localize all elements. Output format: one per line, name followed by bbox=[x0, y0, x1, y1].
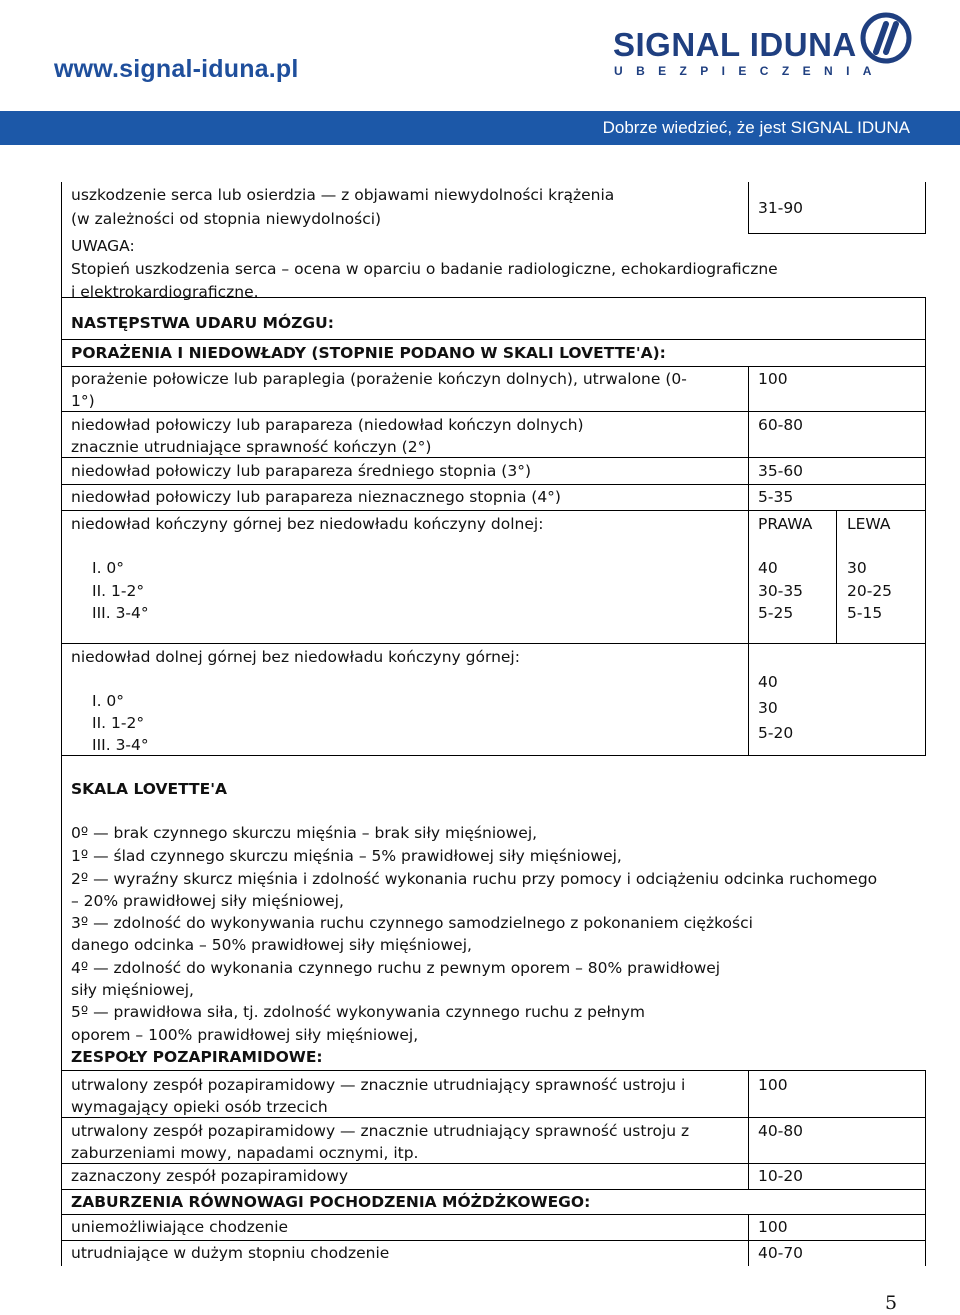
value-left: 30 bbox=[847, 559, 867, 577]
row-value: 40-80 bbox=[758, 1122, 804, 1140]
table-row: utrudniające w dużym stopniu chodzenie bbox=[71, 1244, 390, 1262]
lovette-line: danego odcinka – 50% prawidłowej siły mięśniowej, bbox=[71, 936, 472, 954]
lovette-line: 5º — prawidłowa siła, tj. zdolność wykonywania czynnego ruchu z pełnym bbox=[71, 1003, 645, 1021]
divider bbox=[61, 1240, 926, 1241]
divider bbox=[748, 366, 749, 755]
divider bbox=[748, 182, 749, 234]
page-number: 5 bbox=[885, 1292, 898, 1314]
lovette-line: 4º — zdolność do wykonania czynnego ruchu z pewnym oporem – 80% prawidłowej bbox=[71, 959, 721, 977]
heart-line-2: (w zależności od stopnia niewydolności) bbox=[71, 210, 382, 228]
heart-value: 31-90 bbox=[758, 199, 804, 217]
divider bbox=[61, 510, 926, 511]
divider bbox=[61, 1214, 926, 1215]
value-left: 5-15 bbox=[847, 604, 883, 622]
lovette-title: SKALA LOVETTE'A bbox=[71, 780, 227, 798]
pyramidal-title: ZESPOŁY POZAPIRAMIDOWE: bbox=[71, 1048, 323, 1066]
table-row: wymagający opieki osób trzecich bbox=[71, 1098, 328, 1116]
table-row: niedowład połowiczy lub parapareza (niedowład kończyn dolnych) bbox=[71, 416, 584, 434]
stroke-title: NASTĘPSTWA UDARU MÓZGU: bbox=[71, 314, 334, 332]
table-row: utrwalony zespół pozapiramidowy — znacznie utrudniający sprawność ustroju i bbox=[71, 1076, 686, 1094]
row-value: 100 bbox=[758, 1076, 788, 1094]
grade-item: II. 1-2° bbox=[92, 714, 145, 732]
lovette-line: siły mięśniowej, bbox=[71, 981, 194, 999]
table-border-left bbox=[61, 182, 62, 1266]
divider bbox=[61, 1070, 926, 1071]
grade-item: I. 0° bbox=[92, 559, 125, 577]
row-value: 40-70 bbox=[758, 1244, 804, 1262]
grade-item: III. 3-4° bbox=[92, 604, 149, 622]
slogan-band bbox=[0, 111, 960, 145]
row-value: 35-60 bbox=[758, 462, 804, 480]
upper-limb-label: niedowład kończyny górnej bez niedowładu kończyny dolnej: bbox=[71, 515, 544, 533]
page-header bbox=[0, 0, 960, 147]
divider bbox=[61, 643, 926, 644]
table-row: niedowład połowiczy lub parapareza średniego stopnia (3°) bbox=[71, 462, 531, 480]
row-value: 10-20 bbox=[758, 1167, 804, 1185]
row-value: 60-80 bbox=[758, 416, 804, 434]
row-value: 5-35 bbox=[758, 488, 794, 506]
lovette-line: oporem – 100% prawidłowej siły mięśniowej, bbox=[71, 1026, 419, 1044]
lower-value: 30 bbox=[758, 699, 778, 717]
grade-item: III. 3-4° bbox=[92, 736, 149, 754]
divider bbox=[61, 1189, 926, 1190]
table-row: porażenie połowicze lub paraplegia (porażenie kończyn dolnych), utrwalone (0- bbox=[71, 370, 687, 388]
table-row: utrwalony zespół pozapiramidowy — znacznie utrudniający sprawność ustroju z bbox=[71, 1122, 690, 1140]
lower-value: 40 bbox=[758, 673, 778, 691]
value-right: 5-25 bbox=[758, 604, 794, 622]
divider bbox=[836, 510, 837, 643]
slogan: Dobrze wiedzieć, że jest SIGNAL IDUNA bbox=[602, 118, 910, 137]
table-row: niedowład połowiczy lub parapareza nieznacznego stopnia (4°) bbox=[71, 488, 561, 506]
lovette-line: 1º — ślad czynnego skurczu mięśnia – 5% prawidłowej siły mięśniowej, bbox=[71, 847, 622, 865]
balance-title: ZABURZENIA RÓWNOWAGI POCHODZENIA MÓŻDŻKOWEGO: bbox=[71, 1193, 591, 1211]
value-right: 40 bbox=[758, 559, 778, 577]
stroke-subtitle: PORAŻENIA I NIEDOWŁADY (STOPNIE PODANO W SKALI LOVETTE'A): bbox=[71, 344, 666, 362]
note-line-2: i elektrokardiograficzne. bbox=[71, 283, 259, 301]
col-header-left: LEWA bbox=[847, 515, 891, 533]
table-row: zaburzeniami mowy, napadami ocznymi, itp. bbox=[71, 1144, 419, 1162]
lovette-line: – 20% prawidłowej siły mięśniowej, bbox=[71, 892, 344, 910]
grade-item: I. 0° bbox=[92, 692, 125, 710]
lower-value: 5-20 bbox=[758, 724, 794, 742]
note-line-1: Stopień uszkodzenia serca – ocena w oparciu o badanie radiologiczne, echokardiograficzne bbox=[71, 260, 778, 278]
divider bbox=[61, 484, 926, 485]
divider bbox=[61, 339, 926, 340]
site-url[interactable]: www.signal-iduna.pl bbox=[54, 55, 299, 83]
row-value: 100 bbox=[758, 1218, 788, 1236]
grade-item: II. 1-2° bbox=[92, 582, 145, 600]
brand-subtitle: UBEZPIECZENIA bbox=[614, 64, 885, 78]
value-left: 20-25 bbox=[847, 582, 893, 600]
lovette-line: 3º — zdolność do wykonywania ruchu czynnego samodzielnego z pokonaniem ciężkości bbox=[71, 914, 753, 932]
heart-line-1: uszkodzenie serca lub osierdzia — z objawami niewydolności krążenia bbox=[71, 186, 615, 204]
table-row: zaznaczony zespół pozapiramidowy bbox=[71, 1167, 349, 1185]
divider bbox=[61, 755, 926, 756]
table-row: znacznie utrudniające sprawność kończyn (2°) bbox=[71, 438, 432, 456]
divider bbox=[925, 182, 926, 234]
value-right: 30-35 bbox=[758, 582, 804, 600]
table-row: 1°) bbox=[71, 392, 95, 410]
lower-limb-label: niedowład dolnej górnej bez niedowładu kończyny górnej: bbox=[71, 648, 520, 666]
col-header-right: PRAWA bbox=[758, 515, 813, 533]
divider bbox=[61, 366, 926, 367]
divider bbox=[748, 1070, 749, 1190]
lovette-line: 2º — wyraźny skurcz mięśnia i zdolność wykonania ruchu przy pomocy i odciążeniu odcinka ruchomego bbox=[71, 870, 878, 888]
note-title: UWAGA: bbox=[71, 237, 135, 255]
lovette-line: 0º — brak czynnego skurczu mięśnia – brak siły mięśniowej, bbox=[71, 824, 538, 842]
table-row: uniemożliwiające chodzenie bbox=[71, 1218, 289, 1236]
table-border-right bbox=[925, 1070, 926, 1266]
divider bbox=[748, 233, 926, 234]
brand-name: SIGNAL IDUNA bbox=[613, 26, 857, 63]
row-value: 100 bbox=[758, 370, 788, 388]
signal-iduna-logo-icon bbox=[860, 12, 912, 64]
divider bbox=[61, 411, 926, 412]
